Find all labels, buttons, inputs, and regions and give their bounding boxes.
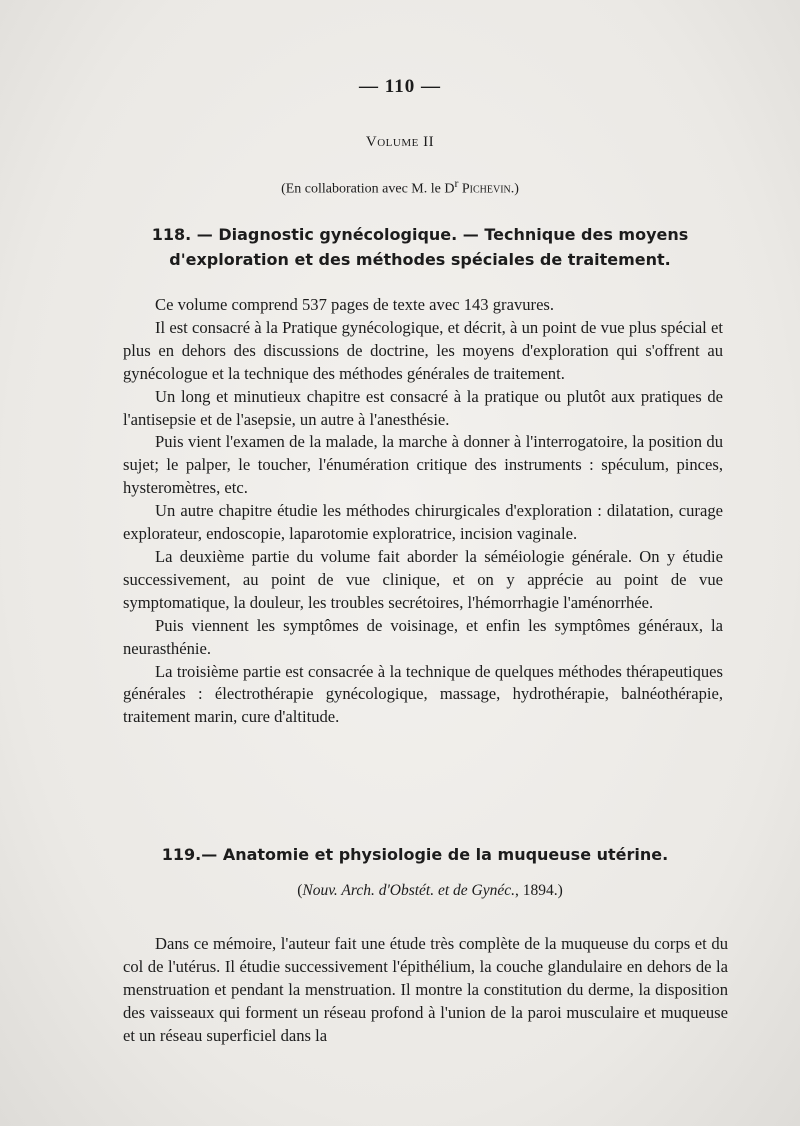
paragraph: La troisième partie est consacrée à la technique de quelques méthodes thérapeutiques générales : électrothérapie gynécologique, massage, hydrothérapie, balnéothérapie, traitement marin, cure d'altitude. bbox=[123, 661, 723, 727]
section-119-body bbox=[123, 933, 728, 1048]
section-119-title: 119.— Anatomie et physiologie de la muqueuse utérine. bbox=[161, 845, 669, 864]
paragraph: La deuxième partie du volume fait aborder la séméiologie générale. On y étudie successivement, au point de vue clinique, et on y apprécie au point de vue symptomatique, la douleur, les troubles secrétoires, l'hémorrhagie l'aménorrhée. bbox=[123, 546, 723, 612]
paragraph: Puis viennent les symptômes de voisinage, et enfin les symptômes généraux, la neurasthénie. bbox=[123, 615, 723, 658]
collaboration-sup: r bbox=[454, 177, 459, 190]
paragraph: Il est consacré à la Pratique gynécologique, et décrit, à un point de vue plus spécial et plus en dehors des discussions de doctrine, les moyens d'exploration qui s'offrent au gynécologue et la technique des méthodes générales de traitement. bbox=[123, 317, 723, 383]
citation-open: ( bbox=[297, 882, 303, 899]
section-119-citation bbox=[0, 882, 800, 900]
collaboration-note bbox=[0, 177, 800, 198]
section-118-title bbox=[120, 222, 720, 272]
collaboration-prefix: (En collaboration avec M. le D bbox=[281, 181, 455, 197]
paragraph: Dans ce mémoire, l'auteur fait une étude très complète de la muqueuse du corps et du col de l'utérus. Il étudie successivement l'épithélium, la couche glandulaire en dehors de la menstruation et pendant la menstruation. Il montre la constitution du derme, la disposition des vaisseaux qui forment un réseau profond à l'union de la paroi musculaire et muqueuse et un réseau superficiel dans la bbox=[123, 934, 728, 1045]
collaboration-suffix: .) bbox=[510, 181, 519, 197]
paragraph: Un autre chapitre étudie les méthodes chirurgicales d'exploration : dilatation, curage explorateur, endoscopie, laparotomie exploratrice, incision vaginale. bbox=[123, 501, 723, 544]
section-118-title-line1: 118. — Diagnostic gynécologique. — Technique des moyens bbox=[151, 225, 689, 244]
collaboration-name: Pichevin bbox=[461, 181, 511, 197]
paragraph: Ce volume comprend 537 pages de texte avec 143 gravures. bbox=[155, 295, 555, 314]
paragraph: Un long et minutieux chapitre est consacré à la pratique ou plutôt aux pratiques de l'antisepsie et de l'asepsie, un autre à l'anesthésie. bbox=[123, 386, 723, 429]
citation-year: , 1894.) bbox=[515, 882, 563, 899]
section-118-body bbox=[123, 294, 723, 729]
section-118-title-line2: d'exploration et des méthodes spéciales de traitement. bbox=[169, 250, 671, 269]
volume-label: Volume II bbox=[365, 134, 435, 150]
page-number: — 110 — bbox=[359, 76, 441, 97]
paragraph: Puis vient l'examen de la malade, la marche à donner à l'interrogatoire, la position du sujet; le palper, le toucher, l'énumération critique des instruments : spéculum, pinces, hysteromètres, etc. bbox=[123, 432, 723, 498]
citation-journal: Nouv. Arch. d'Obstét. et de Gynéc. bbox=[302, 882, 516, 899]
